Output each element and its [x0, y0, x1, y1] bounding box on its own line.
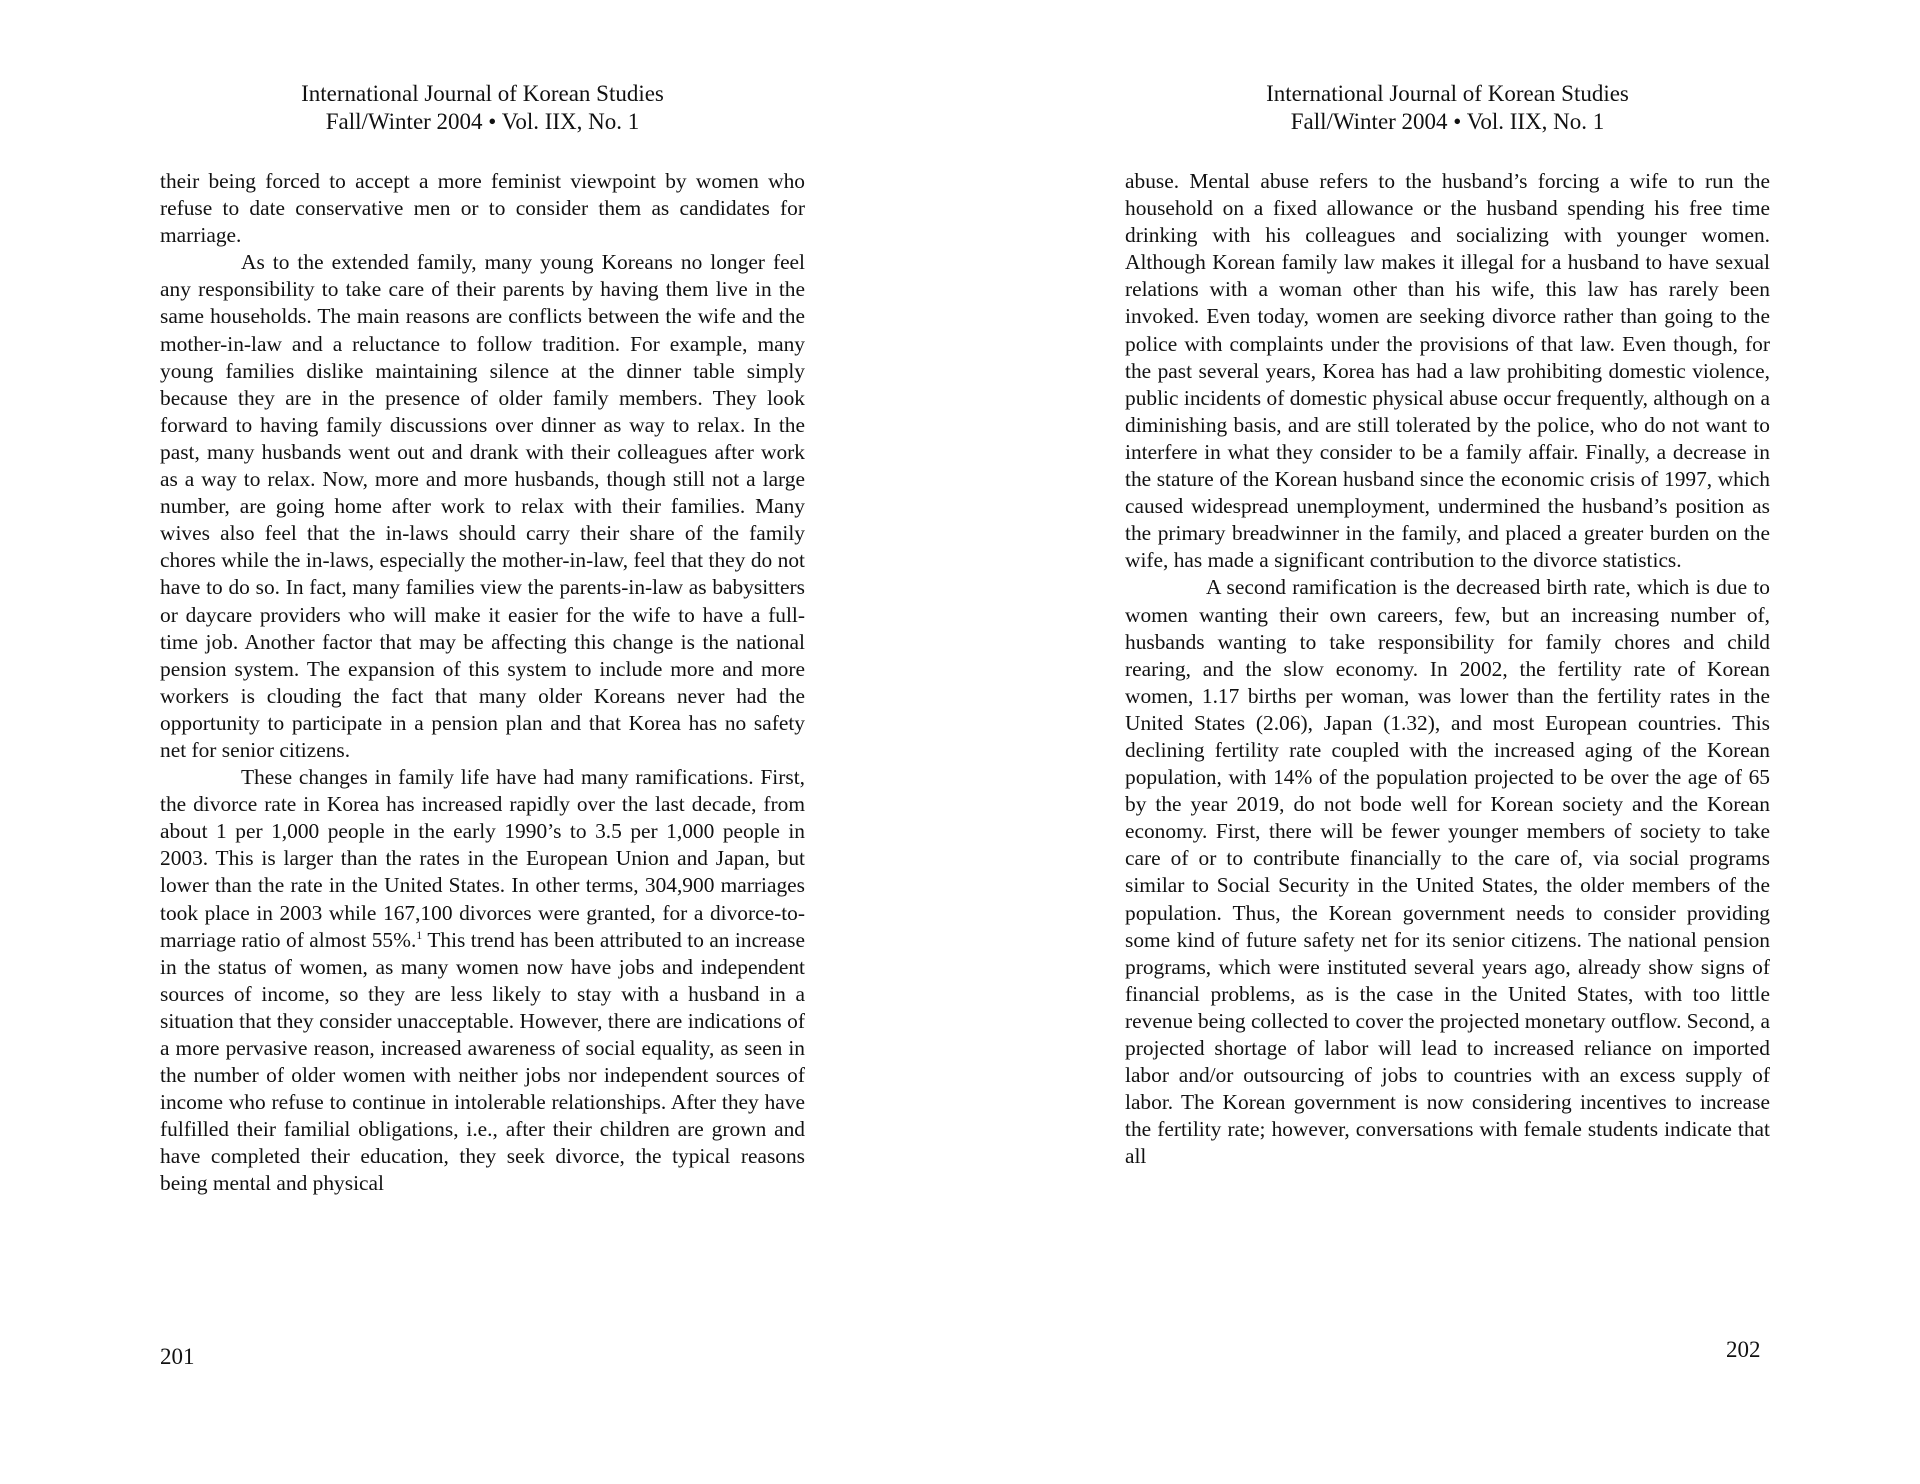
paragraph: As to the extended family, many young Koreans no longer feel any responsibility to take care of their parents by having them live in the same households. The main reasons are conflicts between the wife and the mother-in-law and a reluctance to follow tradition. For example, many young families dislike maintaining silence at the dinner table simply because they are in the presence of older family members. They look forward to having family discussions over dinner as way to relax. In the past, many husbands went out and drank with their colleagues after work as a way to relax. Now, more and more husbands, though still not a large number, are going home after work to relax with their families. Many wives also feel that the in-laws should carry their share of the family chores while the in-laws, especially the mother-in-law, feel that they do not have to do so. In fact, many families view the parents-in-law as babysitters or daycare providers who will make it easier for the wife to have a full-time job. Another factor that may be affecting this change is the national pension system. The expansion of this system to include more and more workers is clouding the fact that many older Koreans never had the opportunity to participate in a pension plan and that Korea has no safety net for senior citizens. [160, 250, 805, 762]
paragraph-text: These changes in family life have had many ramifications. First, the divorce rate in Korea has increased rapidly over the last decade, from about 1 per 1,000 people in the early 1990’s to 3.5 per 1,000 people in 2003. This is larger than the rates in the European Union and Japan, but lower than the rate in the United States. In other terms, 304,900 marriages took place in 2003 while 167,100 divorces were granted, for a divorce-to-marriage ratio of almost 55%. [160, 765, 805, 952]
paragraph: their being forced to accept a more feminist viewpoint by women who refuse to date conservative men or to consider them as candidates for marriage. [160, 169, 805, 248]
page-number: 201 [160, 1344, 195, 1369]
body-text [1125, 168, 1770, 1170]
paragraph-with-footnote [160, 764, 805, 1198]
body-text [160, 168, 805, 1198]
journal-title: International Journal of Korean Studies [1266, 81, 1629, 106]
issue-info: Fall/Winter 2004 • Vol. IIX, No. 1 [1290, 109, 1605, 134]
paragraph: abuse. Mental abuse refers to the husband’s forcing a wife to run the household on a fixed allowance or the husband spending his free time drinking with his colleagues and socializing with younger women. Although Korean family law makes it illegal for a husband to have sexual relations with a woman other than his wife, this law has rarely been invoked. Even today, women are seeking divorce rather than going to the police with complaints under the provisions of that law. Even though, for the past several years, Korea has had a law prohibiting domestic violence, public incidents of domestic physical abuse occur frequently, although on a diminishing basis, and are still tolerated by the police, who do not want to interfere in what they consider to be a family affair. Finally, a decrease in the stature of the Korean husband since the economic crisis of 1997, which caused widespread unemployment, undermined the husband’s position as the primary breadwinner in the family, and placed a greater burden on the wife, has made a significant contribution to the divorce statistics. [1125, 169, 1770, 573]
page-number: 202 [1726, 1337, 1761, 1362]
paragraph: A second ramification is the decreased birth rate, which is due to women wanting their own careers, few, but an increasing number of, husbands wanting to take responsibility for family chores and child rearing, and the slow economy. In 2002, the fertility rate of Korean women, 1.17 births per woman, was lower than the fertility rates in the United States (2.06), Japan (1.32), and most European countries. This declining fertility rate coupled with the increased aging of the Korean population, with 14% of the population projected to be over the age of 65 by the year 2019, do not bode well for Korean society and the Korean economy. First, there will be fewer younger members of society to take care of or to contribute financially to the care of, via social programs similar to Social Security in the United States, the older members of the population. Thus, the Korean government needs to consider providing some kind of future safety net for its senior citizens. The national pension programs, which were instituted several years ago, already show signs of financial problems, as is the case in the United States, with too little revenue being collected to cover the projected monetary outflow. Second, a projected shortage of labor will lead to increased reliance on imported labor and/or outsourcing of jobs to countries with an excess supply of labor. The Korean government is now considering incentives to increase the fertility rate; however, conversations with female students indicate that all [1125, 575, 1770, 1169]
footnote-marker[interactable]: 1 [416, 927, 423, 942]
journal-title: International Journal of Korean Studies [301, 81, 664, 106]
running-header [160, 80, 805, 136]
issue-info: Fall/Winter 2004 • Vol. IIX, No. 1 [325, 109, 640, 134]
running-header [1125, 80, 1770, 136]
right-page [960, 0, 1920, 1484]
paragraph-text: This trend has been attributed to an increase in the status of women, as many women now have jobs and independent sources of income, so they are less likely to stay with a husband in a situation that they consider unacceptable. However, there are indications of a more pervasive reason, increased awareness of social equality, as seen in the number of older women with neither jobs nor independent sources of income who refuse to continue in intolerable relationships. After they have fulfilled their familial obligations, i.e., after their children are grown and have completed their education, they seek divorce, the typical reasons being mental and physical [160, 927, 805, 1196]
